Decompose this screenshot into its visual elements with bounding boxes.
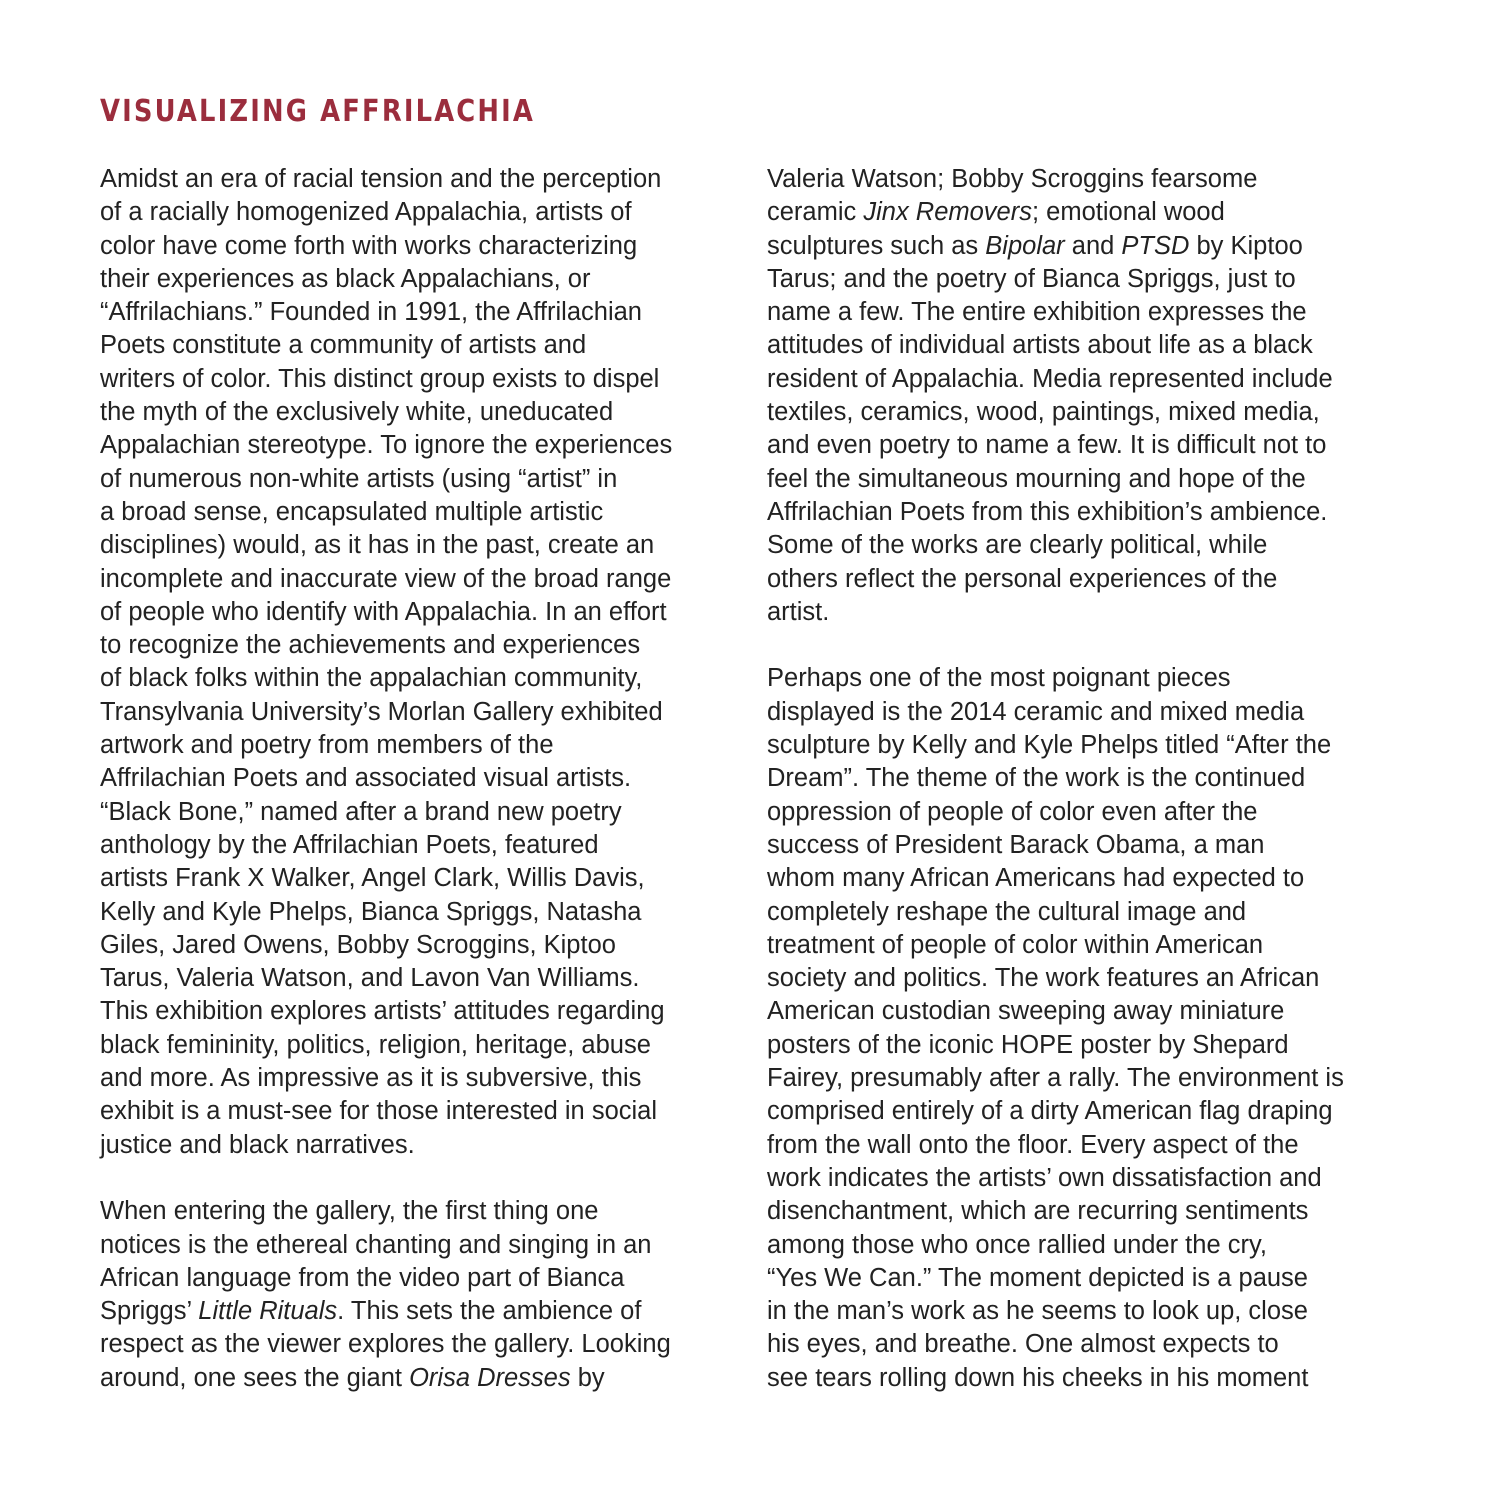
text-line: incomplete and inaccurate view of the broad range (100, 564, 672, 593)
text-line: whom many African Americans had expected to (767, 864, 1305, 893)
text-segment: by Kiptoo (1189, 231, 1303, 260)
text-line: “Black Bone,” named after a brand new poetry (100, 797, 622, 826)
text-line: their experiences as black Appalachians, or (100, 264, 591, 293)
text-segment: . This sets the ambience of (337, 1297, 642, 1326)
artwork-title: Little Rituals (198, 1297, 338, 1326)
text-line: artwork and poetry from members of the (100, 731, 554, 760)
text-line: artist. (767, 597, 830, 626)
text-line: attitudes of individual artists about life as a black (767, 331, 1313, 360)
text-line: to recognize the achievements and experiences (100, 631, 641, 660)
text-line: justice and black narratives. (100, 1130, 415, 1159)
artwork-title: PTSD (1121, 231, 1190, 260)
text-line: posters of the iconic HOPE poster by Shepard (767, 1030, 1289, 1059)
text-line: work indicates the artists’ own dissatisfaction and (767, 1163, 1322, 1192)
left-column (100, 163, 750, 1395)
text-line: When entering the gallery, the first thing one (100, 1197, 599, 1226)
text-line: Perhaps one of the most poignant pieces (767, 664, 1231, 693)
text-segment: sculptures such as (767, 231, 986, 260)
text-line: a broad sense, encapsulated multiple artistic (100, 497, 604, 526)
text-line: respect as the viewer explores the gallery. Looking (100, 1330, 671, 1359)
text-segment: and (1064, 231, 1122, 260)
text-line: from the wall onto the floor. Every aspect of the (767, 1130, 1299, 1159)
text-line: of numerous non-white artists (using “artist” in (100, 464, 618, 493)
text-segment: ceramic (767, 198, 864, 227)
text-line: his eyes, and breathe. One almost expects to (767, 1330, 1279, 1359)
paragraph-gap (767, 629, 1417, 662)
text-line: artists Frank X Walker, Angel Clark, Willis Davis, (100, 864, 645, 893)
text-line: Amidst an era of racial tension and the perception (100, 165, 662, 193)
right-column (767, 163, 1417, 1395)
text-line: society and politics. The work features an African (767, 964, 1320, 993)
text-line: African language from the video part of Bianca (100, 1263, 625, 1292)
text-segment: Spriggs’ (100, 1297, 199, 1326)
text-line: completely reshape the cultural image and (767, 897, 1247, 926)
text-line: success of President Barack Obama, a man (767, 830, 1265, 859)
text-line: resident of Appalachia. Media represented include (767, 364, 1333, 393)
text-line: feel the simultaneous mourning and hope of the (767, 464, 1306, 493)
text-line (767, 230, 1417, 263)
text-line: treatment of people of color within American (767, 930, 1264, 959)
text-segment: ; emotional wood (1032, 198, 1225, 227)
text-line: “Yes We Can.” The moment depicted is a pause (767, 1263, 1308, 1292)
text-line: Some of the works are clearly political, while (767, 531, 1268, 560)
text-line: Dream”. The theme of the work is the continued (767, 764, 1306, 793)
text-line: displayed is the 2014 ceramic and mixed media (767, 697, 1305, 726)
text-line: and more. As impressive as it is subversive, this (100, 1064, 642, 1093)
text-line (767, 196, 1417, 229)
text-line: textiles, ceramics, wood, paintings, mixed media, (767, 398, 1320, 427)
text-line: “Affrilachians.” Founded in 1991, the Affrilachian (100, 298, 642, 327)
text-line: comprised entirely of a dirty American flag draping (767, 1097, 1333, 1126)
page-title: VISUALIZING AFFRILACHIA (100, 94, 536, 129)
text-line: Affrilachian Poets from this exhibition’s ambience. (767, 497, 1328, 526)
text-line: Poets constitute a community of artists and (100, 331, 587, 360)
text-line: disciplines) would, as it has in the past, create an (100, 531, 655, 560)
text-line: Tarus; and the poetry of Bianca Spriggs, just to (767, 264, 1296, 293)
text-line: others reflect the personal experiences of the (767, 564, 1278, 593)
text-line: Appalachian stereotype. To ignore the experiences (100, 431, 673, 460)
text-line: Tarus, Valeria Watson, and Lavon Van Williams. (100, 964, 640, 993)
paragraph-gap (100, 1162, 750, 1195)
text-line: black femininity, politics, religion, heritage, abuse (100, 1030, 651, 1059)
text-segment: around, one sees the giant (100, 1363, 410, 1392)
text-line: notices is the ethereal chanting and singing in an (100, 1230, 652, 1259)
text-line: Fairey, presumably after a rally. The environment is (767, 1064, 1344, 1093)
text-line: exhibit is a must-see for those interested in social (100, 1097, 658, 1126)
text-line: Giles, Jared Owens, Bobby Scroggins, Kiptoo (100, 930, 616, 959)
text-line: oppression of people of color even after the (767, 797, 1258, 826)
text-line: disenchantment, which are recurring sentiments (767, 1197, 1309, 1226)
text-line: name a few. The entire exhibition expresses the (767, 298, 1307, 327)
text-line: sculpture by Kelly and Kyle Phelps titled “After the (767, 731, 1332, 760)
artwork-title: Bipolar (985, 231, 1065, 260)
text-line: among those who once rallied under the cry, (767, 1230, 1267, 1259)
text-line: in the man’s work as he seems to look up, close (767, 1297, 1308, 1326)
text-line: of black folks within the appalachian community, (100, 664, 643, 693)
text-line: Valeria Watson; Bobby Scroggins fearsome (767, 165, 1258, 193)
text-segment: by (570, 1363, 605, 1392)
text-line: writers of color. This distinct group exists to dispel (100, 364, 660, 393)
text-line: the myth of the exclusively white, uneducated (100, 398, 614, 427)
text-line: color have come forth with works characterizing (100, 231, 638, 260)
text-line: see tears rolling down his cheeks in his moment (767, 1363, 1309, 1392)
text-line: American custodian sweeping away miniature (767, 997, 1285, 1026)
text-line: Kelly and Kyle Phelps, Bianca Spriggs, Natasha (100, 897, 642, 926)
text-line (100, 1295, 750, 1328)
artwork-title: Jinx Removers (863, 198, 1032, 227)
text-line: and even poetry to name a few. It is difficult not to (767, 431, 1327, 460)
text-line: Transylvania University’s Morlan Gallery exhibited (100, 697, 663, 726)
text-line: This exhibition explores artists’ attitudes regarding (100, 997, 665, 1026)
artwork-title: Orisa Dresses (409, 1363, 571, 1392)
text-line: anthology by the Affrilachian Poets, featured (100, 830, 599, 859)
text-line: Affrilachian Poets and associated visual artists. (100, 764, 632, 793)
text-line: of people who identify with Appalachia. In an effort (100, 597, 667, 626)
text-line: of a racially homogenized Appalachia, artists of (100, 198, 632, 227)
text-line (100, 1362, 750, 1395)
